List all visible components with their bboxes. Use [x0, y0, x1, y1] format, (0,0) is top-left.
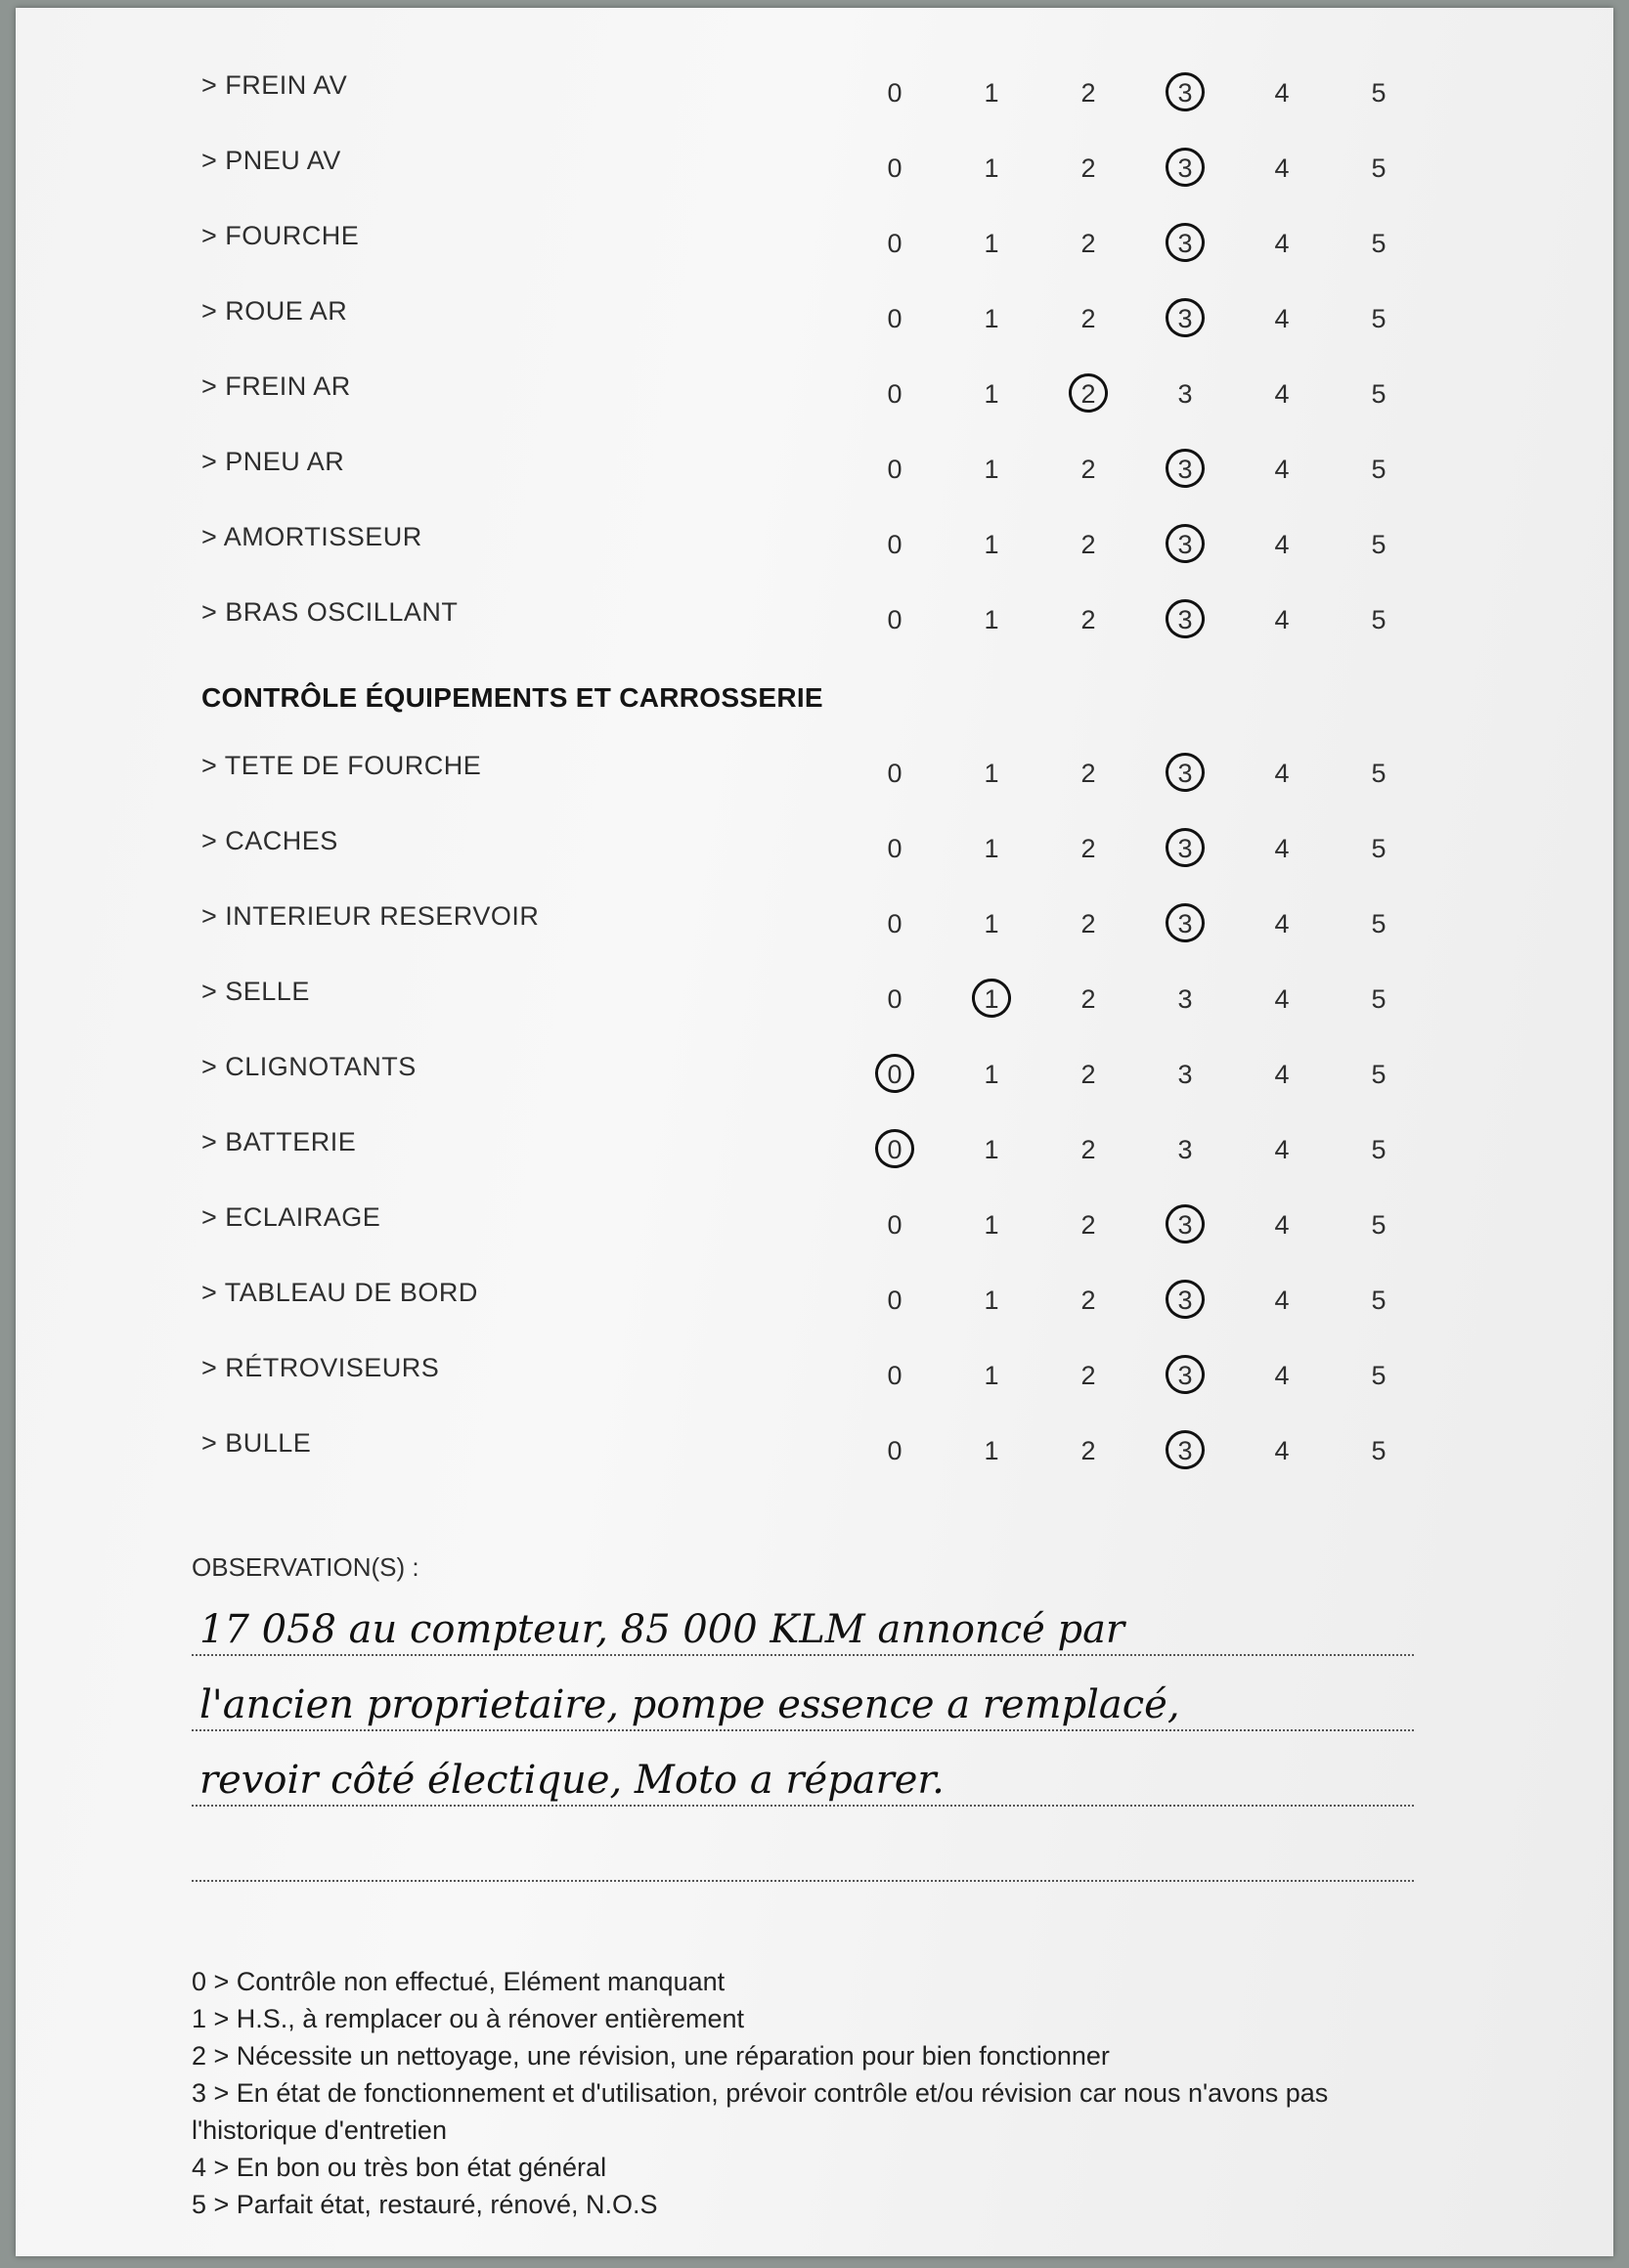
score-option: 0	[887, 834, 903, 863]
score-option: 4	[1274, 1210, 1290, 1240]
score-option: 1	[984, 1361, 999, 1390]
score-option: 2	[1080, 1210, 1096, 1240]
score-option-circled: 3	[1170, 455, 1200, 485]
score-option-circled: 1	[977, 984, 1006, 1015]
score-option-circled: 3	[1170, 1210, 1200, 1241]
checklist-row	[16, 1276, 1613, 1334]
score-option: 0	[887, 759, 903, 788]
item-label: > FOURCHE	[201, 221, 360, 250]
score-option: 3	[1177, 1135, 1193, 1164]
observation-line	[192, 1758, 1414, 1807]
score-option: 5	[1371, 984, 1387, 1014]
legend-item: 1 > H.S., à remplacer ou à rénover entièrement	[192, 2004, 745, 2033]
score-option: 5	[1371, 909, 1387, 938]
checklist-row	[16, 899, 1613, 958]
score-option: 0	[887, 1436, 903, 1465]
score-option: 5	[1371, 455, 1387, 484]
item-label: > CLIGNOTANTS	[201, 1052, 417, 1081]
score-option: 4	[1274, 834, 1290, 863]
score-option: 5	[1371, 1135, 1387, 1164]
item-label: > TETE DE FOURCHE	[201, 751, 482, 780]
score-option: 5	[1371, 759, 1387, 788]
score-option: 1	[984, 530, 999, 559]
score-option: 4	[1274, 304, 1290, 333]
checklist-row	[16, 144, 1613, 202]
score-option: 5	[1371, 379, 1387, 409]
item-label: > INTERIEUR RESERVOIR	[201, 901, 540, 931]
score-option: 4	[1274, 1286, 1290, 1315]
item-label: > PNEU AR	[201, 447, 345, 476]
score-option: 2	[1080, 1135, 1096, 1164]
score-option: 0	[887, 1286, 903, 1315]
score-option: 2	[1080, 759, 1096, 788]
checklist-row	[16, 68, 1613, 127]
score-option: 0	[887, 909, 903, 938]
score-option-circled: 3	[1170, 605, 1200, 635]
legend-item: 2 > Nécessite un nettoyage, une révision, une réparation pour bien fonctionner	[192, 2041, 1110, 2071]
score-option-circled: 3	[1170, 1361, 1200, 1391]
score-option: 1	[984, 1436, 999, 1465]
score-option: 0	[887, 78, 903, 108]
item-label: > BATTERIE	[201, 1127, 357, 1156]
score-option: 2	[1080, 530, 1096, 559]
checklist-row	[16, 294, 1613, 353]
score-option: 0	[887, 1361, 903, 1390]
score-option: 4	[1274, 530, 1290, 559]
rating-legend	[192, 1963, 1424, 2223]
score-option-circled: 3	[1170, 759, 1200, 789]
score-option: 3	[1177, 984, 1193, 1014]
observation-text: 17 058 au compteur, 85 000 KLM annoncé par	[199, 1607, 1125, 1652]
checklist-row	[16, 219, 1613, 278]
checklist-row	[16, 1125, 1613, 1184]
checklist-row	[16, 975, 1613, 1033]
legend-item: 5 > Parfait état, restauré, rénové, N.O.S	[192, 2190, 658, 2219]
checklist-row	[16, 520, 1613, 579]
score-option: 1	[984, 1060, 999, 1089]
score-option: 5	[1371, 78, 1387, 108]
score-option: 2	[1080, 605, 1096, 634]
score-option: 1	[984, 304, 999, 333]
observations-label: OBSERVATION(S) :	[192, 1552, 419, 1582]
score-option: 3	[1177, 379, 1193, 409]
score-option: 0	[887, 984, 903, 1014]
score-option: 4	[1274, 1135, 1290, 1164]
score-option: 5	[1371, 153, 1387, 183]
checklist-row	[16, 1426, 1613, 1485]
score-option: 4	[1274, 229, 1290, 258]
score-option: 5	[1371, 229, 1387, 258]
score-option: 5	[1371, 1361, 1387, 1390]
score-option: 4	[1274, 153, 1290, 183]
inspection-sheet	[16, 8, 1613, 2256]
score-option: 0	[887, 304, 903, 333]
score-option: 3	[1177, 1060, 1193, 1089]
score-option: 2	[1080, 984, 1096, 1014]
score-option-circled: 3	[1170, 229, 1200, 259]
observation-line	[192, 1837, 1414, 1882]
score-option: 1	[984, 455, 999, 484]
score-option-circled: 3	[1170, 530, 1200, 560]
score-option: 2	[1080, 1286, 1096, 1315]
score-option: 4	[1274, 909, 1290, 938]
score-option: 0	[887, 1210, 903, 1240]
score-option: 1	[984, 229, 999, 258]
checklist-row	[16, 445, 1613, 503]
section-title: CONTRÔLE ÉQUIPEMENTS ET CARROSSERIE	[201, 682, 823, 713]
score-option: 4	[1274, 759, 1290, 788]
score-option: 5	[1371, 605, 1387, 634]
legend-item: 4 > En bon ou très bon état général	[192, 2153, 607, 2182]
score-option: 2	[1080, 1436, 1096, 1465]
score-option: 4	[1274, 984, 1290, 1014]
item-label: > ROUE AR	[201, 296, 348, 326]
score-option: 4	[1274, 605, 1290, 634]
score-option: 5	[1371, 1060, 1387, 1089]
score-option: 2	[1080, 229, 1096, 258]
checklist-row	[16, 824, 1613, 883]
score-option: 5	[1371, 530, 1387, 559]
item-label: > RÉTROVISEURS	[201, 1353, 440, 1382]
item-label: > AMORTISSEUR	[201, 522, 422, 551]
score-option: 1	[984, 605, 999, 634]
score-option: 4	[1274, 1060, 1290, 1089]
item-label: > CACHES	[201, 826, 338, 855]
score-option: 1	[984, 379, 999, 409]
item-label: > FREIN AR	[201, 371, 351, 401]
score-option-circled: 3	[1170, 834, 1200, 864]
score-option: 1	[984, 78, 999, 108]
checklist-row	[16, 749, 1613, 807]
score-option: 0	[887, 455, 903, 484]
checklist-row	[16, 370, 1613, 428]
legend-item: 0 > Contrôle non effectué, Elément manquant	[192, 1967, 726, 1996]
score-option-circled: 2	[1074, 379, 1103, 410]
score-option: 1	[984, 1286, 999, 1315]
score-option: 0	[887, 530, 903, 559]
score-option: 2	[1080, 78, 1096, 108]
checklist-row	[16, 595, 1613, 654]
score-option: 5	[1371, 1436, 1387, 1465]
score-option: 2	[1080, 909, 1096, 938]
score-option: 2	[1080, 153, 1096, 183]
checklist-row	[16, 1351, 1613, 1410]
item-label: > FREIN AV	[201, 70, 348, 100]
score-option: 0	[887, 605, 903, 634]
item-label: > TABLEAU DE BORD	[201, 1278, 478, 1307]
score-option: 5	[1371, 834, 1387, 863]
score-option: 4	[1274, 1361, 1290, 1390]
score-option: 1	[984, 1210, 999, 1240]
score-option: 1	[984, 759, 999, 788]
score-option: 4	[1274, 455, 1290, 484]
checklist-row	[16, 1200, 1613, 1259]
score-option: 1	[984, 1135, 999, 1164]
score-option: 2	[1080, 1361, 1096, 1390]
score-option: 1	[984, 834, 999, 863]
score-option-circled: 0	[880, 1060, 909, 1090]
observation-line	[192, 1682, 1414, 1731]
score-option-circled: 3	[1170, 78, 1200, 109]
item-label: > BRAS OSCILLANT	[201, 597, 459, 627]
item-label: > BULLE	[201, 1428, 312, 1458]
score-option: 2	[1080, 834, 1096, 863]
score-option: 1	[984, 909, 999, 938]
score-option: 0	[887, 379, 903, 409]
score-option: 4	[1274, 1436, 1290, 1465]
legend-item: 3 > En état de fonctionnement et d'utilisation, prévoir contrôle et/ou révision car nous n'avons pas l'historique d'entretien	[192, 2078, 1329, 2145]
item-label: > PNEU AV	[201, 146, 341, 175]
item-label: > ECLAIRAGE	[201, 1202, 381, 1232]
score-option: 0	[887, 153, 903, 183]
observation-text: revoir côté électique, Moto a réparer.	[199, 1758, 945, 1803]
observation-line	[192, 1607, 1414, 1656]
score-option: 4	[1274, 78, 1290, 108]
score-option: 4	[1274, 379, 1290, 409]
observation-text: l'ancien proprietaire, pompe essence a remplacé,	[199, 1682, 1180, 1727]
score-option-circled: 0	[880, 1135, 909, 1165]
item-label: > SELLE	[201, 977, 310, 1006]
score-option: 5	[1371, 1286, 1387, 1315]
score-option: 2	[1080, 304, 1096, 333]
score-option-circled: 3	[1170, 1286, 1200, 1316]
score-option: 5	[1371, 1210, 1387, 1240]
score-option: 0	[887, 229, 903, 258]
score-option-circled: 3	[1170, 1436, 1200, 1466]
score-option: 2	[1080, 455, 1096, 484]
score-option-circled: 3	[1170, 153, 1200, 184]
score-option: 1	[984, 153, 999, 183]
score-option: 5	[1371, 304, 1387, 333]
score-option-circled: 3	[1170, 909, 1200, 939]
score-option: 2	[1080, 1060, 1096, 1089]
checklist-row	[16, 1050, 1613, 1109]
score-option-circled: 3	[1170, 304, 1200, 334]
